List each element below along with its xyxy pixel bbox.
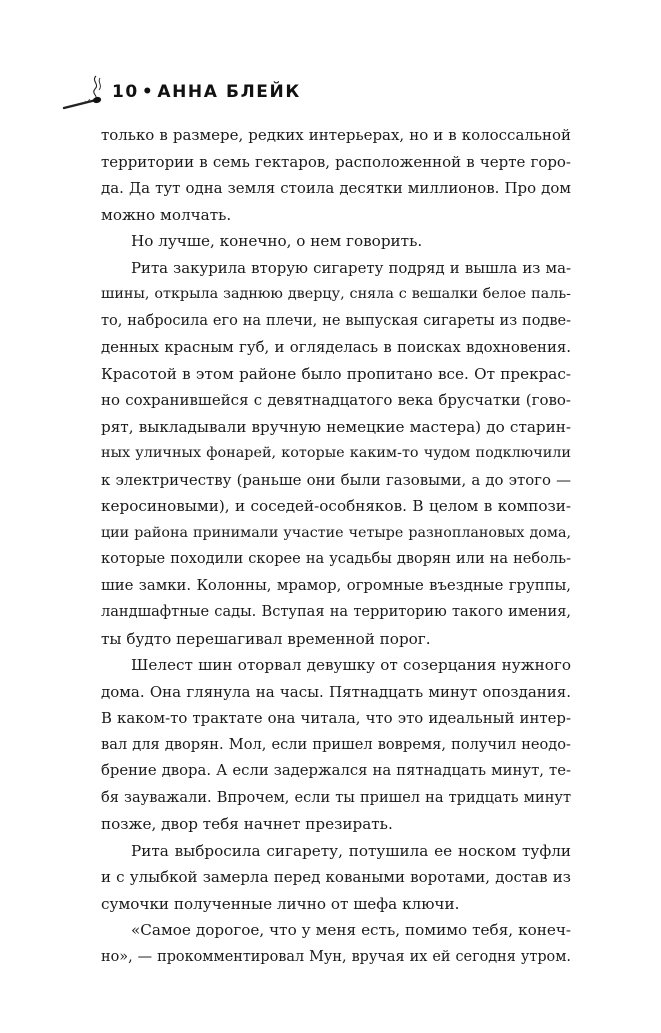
text-line: Красотой в этом районе было пропитано все. От прекрас- (101, 364, 571, 383)
text-line: В каком-то трактате она читала, что это идеальный интер- (101, 709, 571, 727)
text-line: Но лучше, конечно, о нем говорить. (131, 232, 423, 250)
text-line: да. Да тут одна земля стоила десятки миллионов. Про дом (101, 179, 571, 197)
text-line: рят, выкладывали вручную немецкие мастера) до старин- (101, 417, 571, 436)
text-line: Рита закурила вторую сигарету подряд и вышла из ма- (131, 258, 571, 277)
page-number: 10 (112, 82, 139, 102)
text-line: Шелест шин оторвал девушку от созерцания нужного (131, 656, 571, 674)
text-line: позже, двор тебя начнет презирать. (101, 815, 393, 833)
text-line: «Самое дорогое, что у меня есть, помимо тебя, конеч- (131, 921, 571, 939)
text-line: только в размере, редких интерьерах, но и в колоссальной (101, 126, 571, 144)
text-line: территории в семь гектаров, расположенной в черте горо- (101, 152, 571, 171)
text-line: можно молчать. (101, 205, 232, 224)
text-line: но сохранившейся с девятнадцатого века брусчатки (гово- (101, 391, 571, 409)
body-text (101, 122, 571, 970)
text-line: керосиновыми), и соседей-особняков. В целом в компози- (101, 497, 571, 515)
matchstick-icon (58, 72, 110, 112)
text-line: к электричеству (раньше они были газовыми, а до этого — (101, 470, 571, 489)
text-line: шины, открыла заднюю дверцу, сняла с вешалки белое паль- (101, 286, 571, 302)
header-separator: • (141, 82, 155, 102)
text-line: Рита выбросила сигарету, потушила ее носком туфли (131, 841, 571, 860)
text-line: ты будто перешагивал временной порог. (101, 629, 431, 648)
text-line: вал для дворян. Мол, если пришел вовремя, получил неодо- (101, 735, 571, 753)
text-line: но», — прокомментировал Мун, вручая их ей сегодня утром. (101, 948, 571, 965)
text-line: то, набросила его на плечи, не выпуская сигареты из подве- (101, 312, 571, 329)
running-header (58, 72, 578, 112)
author-name: АННА БЛЕЙК (157, 82, 301, 102)
text-line: сумочки полученные лично от шефа ключи. (101, 894, 460, 913)
text-line: ных уличных фонарей, которые каким-то чудом подключили (101, 445, 571, 461)
text-line: ции района принимали участие четыре разноплановых дома, (101, 524, 571, 541)
text-line: денных красным губ, и огляделась в поисках вдохновения. (101, 338, 571, 356)
text-line: ландшафтные сады. Вступая на территорию такого имения, (101, 603, 571, 620)
running-head-text (112, 82, 301, 102)
text-line: брение двора. А если задержался на пятнадцать минут, те- (101, 762, 571, 779)
text-line: которые походили скорее на усадьбы дворян или на неболь- (101, 550, 571, 567)
text-line: бя зауважали. Впрочем, если ты пришел на тридцать минут (101, 788, 571, 806)
text-line: шие замки. Колонны, мрамор, огромные въездные группы, (101, 576, 571, 594)
text-line: дома. Она глянула на часы. Пятнадцать минут опоздания. (101, 682, 571, 701)
text-line: и с улыбкой замерла перед коваными воротами, достав из (101, 868, 571, 886)
